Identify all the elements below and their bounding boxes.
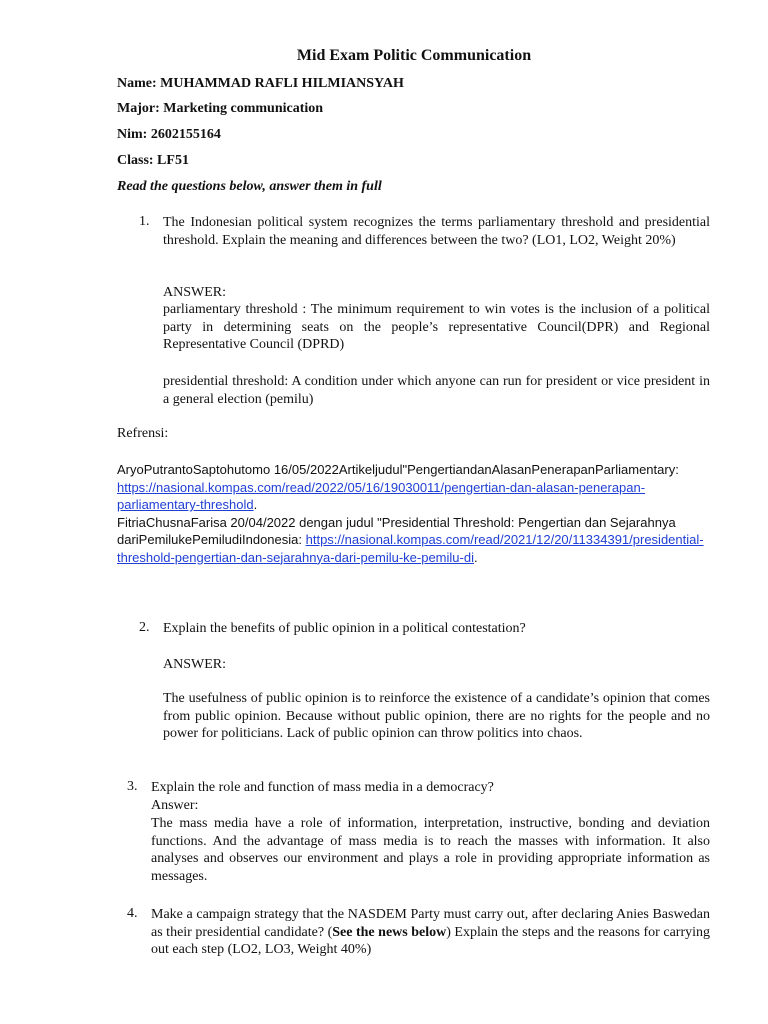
q2-number: 2. bbox=[139, 620, 150, 635]
q1-number: 1. bbox=[139, 214, 150, 229]
q3-question: Explain the role and function of mass media in a democracy? bbox=[151, 780, 494, 795]
q1-answer-label: ANSWER: bbox=[163, 285, 226, 300]
student-name: Name: MUHAMMAD RAFLI HILMIANSYAH bbox=[117, 76, 404, 91]
q2-answer-label: ANSWER: bbox=[163, 657, 226, 672]
student-class: Class: LF51 bbox=[117, 153, 189, 168]
references-list bbox=[117, 461, 713, 566]
q4-question bbox=[151, 906, 710, 959]
page-title: Mid Exam Politic Communication bbox=[296, 47, 532, 64]
reference-item bbox=[117, 514, 713, 567]
q3-number: 3. bbox=[127, 779, 138, 794]
q2-question: Explain the benefits of public opinion in a political contestation? bbox=[163, 621, 526, 636]
references-label: Refrensi: bbox=[117, 426, 169, 441]
reference-text: AryoPutrantoSaptohutomo 16/05/2022Artikeljudul"PengertiandanAlasanPenerapanParliamentary: bbox=[117, 462, 679, 477]
q3-answer-label: Answer: bbox=[151, 798, 199, 813]
q1-answer-paragraph: parliamentary threshold : The minimum requirement to win votes is the inclusion of a political party in determining seats on the people’s representative Council(DPR) and Regional Representative Council (DPRD) bbox=[163, 302, 710, 352]
student-nim: Nim: 2602155164 bbox=[117, 127, 221, 142]
q4-number: 4. bbox=[127, 906, 138, 921]
q1-question: The Indonesian political system recognizes the terms parliamentary threshold and presidential threshold. Explain the meaning and differences between the two? (LO1, LO2, Weight 20%) bbox=[163, 215, 710, 248]
q1-answer-paragraph: presidential threshold: A condition under which anyone can run for president or vice president in a general election (pemilu) bbox=[163, 374, 710, 407]
reference-item bbox=[117, 461, 713, 514]
reference-end: . bbox=[253, 497, 258, 512]
q4-question-text: ) Explain the steps and the reasons for carrying out each step (LO2, LO3, Weight 40%) bbox=[151, 924, 711, 957]
q4-question-text: Make a campaign strategy that the NASDEM Party must carry out, after declaring Anies Baswedan as their presidential candidate? ( bbox=[151, 907, 710, 940]
reference-link[interactable]: https://nasional.kompas.com/read/2022/05/16/19030011/pengertian-dan-alasan-penerapan-parliamentary-threshold bbox=[117, 479, 646, 512]
instruction: Read the questions below, answer them in full bbox=[117, 179, 382, 194]
reference-end: . bbox=[473, 549, 478, 565]
q2-answer: The usefulness of public opinion is to reinforce the existence of a candidate’s opinion that comes from public opinion. Because without public opinion, there are no rights for the people and no power for politicians. Lack of public opinion can throw politics into chaos. bbox=[163, 691, 710, 741]
q3-answer: The mass media have a role of information, interpretation, instructive, bonding and deviation functions. And the advantage of mass media is to reach the masses with information. It also analyses and observes our environment and plays a role in providing appropriate information as messages. bbox=[151, 816, 710, 884]
reference-text: FitriaChusnaFarisa 20/04/2022 dengan judul "Presidential Threshold: Pengertian dan Sejarahnya dariPemilukePemiludiIndonesia: bbox=[117, 514, 676, 547]
q4-question-emphasis: See the news below bbox=[332, 924, 447, 940]
reference-link[interactable]: https://nasional.kompas.com/read/2021/12/20/11334391/presidential-threshold-pengertian-dan-sejarahnya-dari-pemilu-ke-pemilu-di bbox=[117, 532, 704, 565]
student-major: Major: Marketing communication bbox=[117, 101, 324, 116]
